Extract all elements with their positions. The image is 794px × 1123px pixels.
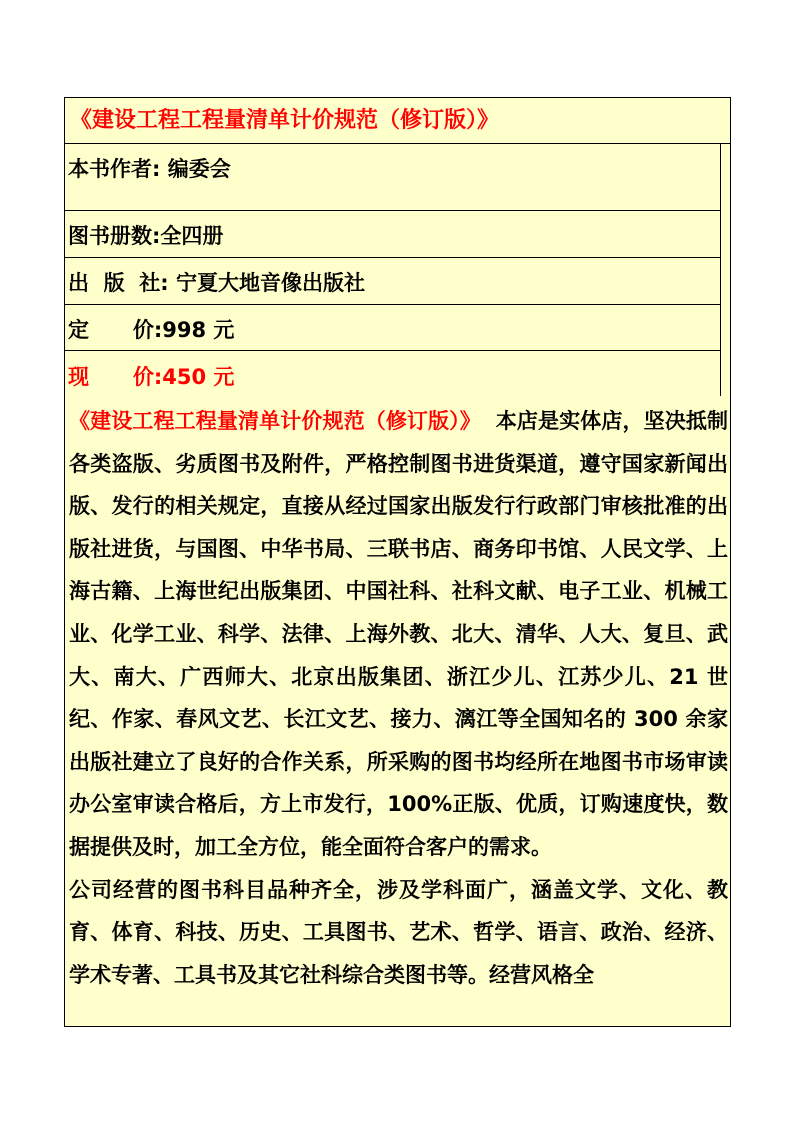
publisher-label: 出 版 社: [68,271,169,295]
book-info-table [64,97,731,1027]
publisher-row [65,258,720,305]
author-value: 编委会 [167,157,231,181]
author-label: 本书作者: [68,157,161,181]
description-title-ref: 《建设工程工程量清单计价规范（修订版）》 [69,409,481,433]
author-row [65,144,720,211]
current-price-row [65,351,720,396]
volumes-row [65,211,720,258]
description-text-1: 本店是实体店，坚决抵制各类盗版、劣质图书及附件，严格控制图书进货渠道，遵守国家新闻出版、发行的相关规定，直接从经过国家出版发行行政部门审核批准的出版社进货，与国图、中华书局、三联书店、商务印书馆、人民文学、上海古籍、上海世纪出版集团、中国社科、社科文献、电子工业、机械工业、化学工业、科学、法律、上海外教、北大、清华、人大、复旦、武大、南大、广西师大、北京出版集团、浙江少儿、江苏少儿、21 世纪、作家、春风文艺、长江文艺、接力、漓江等全国知名的 300 余家出版社建立了良好的合作关系，所采购的图书均经所在地图书市场审读办公室审读合格后，方上市发行，100%正版、优质，订购速度快，数据提供及时，加工全方位，能全面符合客户的需求。 [69,409,729,859]
current-price-value: 450 元 [162,365,235,389]
list-price-value: 998 元 [162,318,235,342]
description-text-2: 公司经营的图书科目品种齐全，涉及学科面广，涵盖文学、文化、教育、体育、科技、历史、工具图书、艺术、哲学、语言、政治、经济、学术专著、工具书及其它社科综合类图书等。经营风格全 [69,877,728,987]
description-paragraph-1 [69,400,728,869]
description-paragraph-2 [69,869,728,997]
book-title: 《建设工程工程量清单计价规范（修订版）》 [70,108,500,133]
list-price-row [65,305,720,351]
current-price-label: 现 价: [68,365,163,389]
volumes-label: 图书册数: [68,224,161,248]
volumes-value: 全四册 [160,224,224,248]
list-price-label: 定 价: [68,318,163,342]
book-details [65,144,721,396]
book-description [65,396,730,1026]
book-title-header [65,98,730,144]
publisher-value: 宁夏大地音像出版社 [175,271,365,295]
